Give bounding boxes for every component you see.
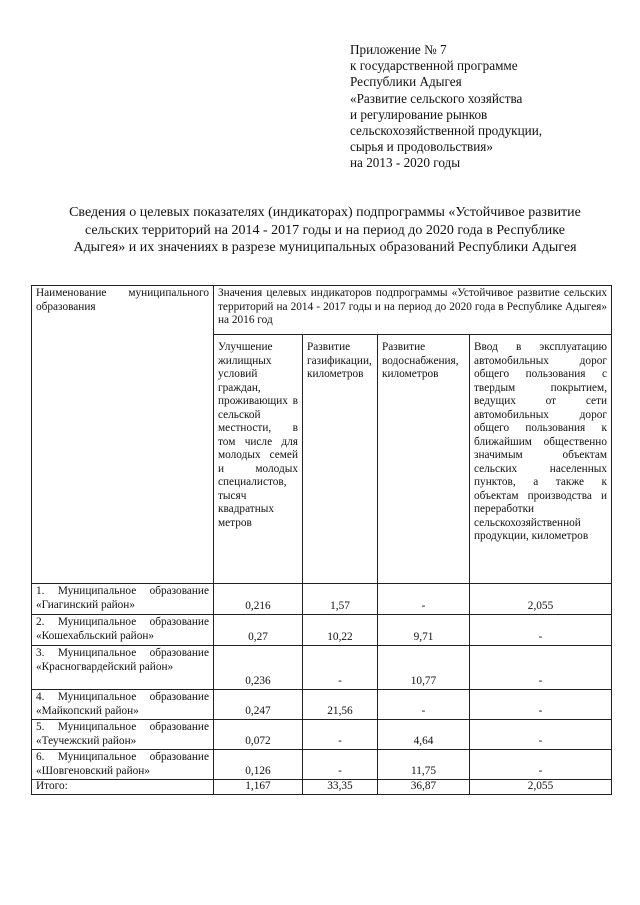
cell-value: 0,236	[214, 646, 303, 690]
cell-value: 4,64	[378, 720, 470, 750]
table-row	[32, 615, 612, 646]
appendix-line: на 2013 - 2020 годы	[350, 155, 461, 171]
cell-value: 21,56	[303, 690, 378, 720]
cell-value: -	[303, 646, 378, 690]
total-value: 36,87	[378, 780, 470, 795]
cell-value: 0,072	[214, 720, 303, 750]
cell-value: 0,126	[214, 750, 303, 780]
row-name: 5. Муниципальное образование «Теучежский район»	[32, 720, 214, 750]
table-row	[32, 720, 612, 750]
table-row	[32, 584, 612, 615]
total-value: 1,167	[214, 780, 303, 795]
table-row	[32, 750, 612, 780]
appendix-header	[350, 42, 610, 172]
cell-value: 2,055	[470, 584, 612, 615]
total-value: 33,35	[303, 780, 378, 795]
appendix-line: сырья и продовольствия»	[350, 139, 493, 155]
header-municipality: Наименование муниципального образования	[32, 286, 214, 584]
header-water: Развитие водоснабжения, километров	[378, 335, 470, 584]
header-gas: Развитие газификации, километров	[303, 335, 378, 584]
document-title: Сведения о целевых показателях (индикаторах) подпрограммы «Устойчивое развитие сельских территорий на 2014 - 2017 годы и на период до 2020 года в Республике Адыгея» и их значениях в разрезе муниципальных образований Республики Адыгея	[69, 205, 581, 255]
table-row	[32, 690, 612, 720]
cell-value: -	[303, 750, 378, 780]
header-housing: Улучшение жилищных условий граждан, проживающих в сельской местности, в том числе для молодых семей и молодых специалистов, тысяч квадратных метров	[214, 335, 303, 584]
cell-value: 0,216	[214, 584, 303, 615]
cell-value: 0,27	[214, 615, 303, 646]
appendix-line: сельскохозяйственной продукции,	[350, 123, 543, 139]
cell-value: -	[378, 690, 470, 720]
row-name: 1. Муниципальное образование «Гиагинский район»	[32, 584, 214, 615]
cell-value: 10,77	[378, 646, 470, 690]
table-total-row	[32, 780, 612, 795]
total-value: 2,055	[470, 780, 612, 795]
cell-value: -	[378, 584, 470, 615]
cell-value: -	[470, 690, 612, 720]
indicators-table	[31, 285, 612, 795]
header-roads: Ввод в эксплуатацию автомобильных дорог общего пользования с твердым покрытием, ведущих от сети автомобильных дорог общего пользования к ближайшим общественно значимым объектам сельских населенных пунктов, а также к объектам производства и переработки сельскохозяйственной продукции, километров	[470, 335, 612, 584]
appendix-line: Республики Адыгея	[350, 74, 462, 90]
total-label: Итого:	[32, 780, 214, 795]
header-indicator-group: Значения целевых индикаторов подпрограммы «Устойчивое развитие сельских территорий на 2014 - 2017 годы и на период до 2020 года в Республике Адыгея» на 2016 год	[214, 286, 612, 335]
row-name: 3. Муниципальное образование «Красногвардейский район»	[32, 646, 214, 690]
appendix-line: Приложение № 7	[350, 42, 447, 57]
cell-value: 9,71	[378, 615, 470, 646]
appendix-line: «Развитие сельского хозяйства	[350, 90, 523, 106]
cell-value: -	[470, 646, 612, 690]
cell-value: -	[470, 615, 612, 646]
cell-value: 11,75	[378, 750, 470, 780]
cell-value: 10,22	[303, 615, 378, 646]
cell-value: -	[470, 750, 612, 780]
cell-value: 0,247	[214, 690, 303, 720]
table-row	[32, 646, 612, 690]
cell-value: -	[470, 720, 612, 750]
table-header-row	[32, 286, 612, 335]
cell-value: -	[303, 720, 378, 750]
row-name: 6. Муниципальное образование «Шовгеновский район»	[32, 750, 214, 780]
row-name: 2. Муниципальное образование «Кошехабльский район»	[32, 615, 214, 646]
appendix-line: и регулирование рынков	[350, 106, 488, 122]
row-name: 4. Муниципальное образование «Майкопский район»	[32, 690, 214, 720]
cell-value: 1,57	[303, 584, 378, 615]
appendix-line: к государственной программе	[350, 58, 518, 74]
